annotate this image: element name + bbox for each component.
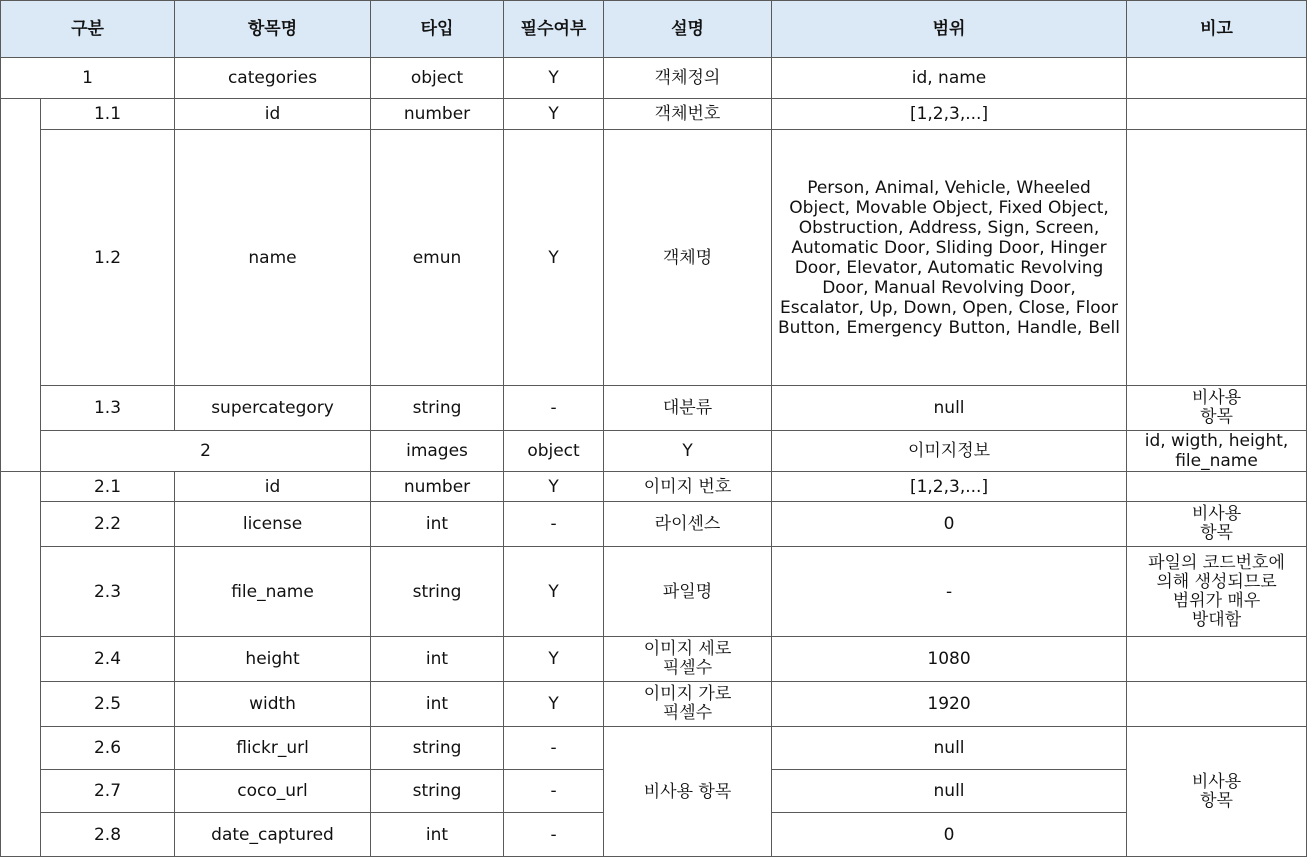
description-cell: 파일명 — [604, 547, 772, 637]
note-line: 비사용 — [1191, 388, 1242, 408]
description-cell: 객체번호 — [604, 99, 772, 130]
description-cell — [604, 637, 772, 682]
item-name-cell: flickr_url — [175, 727, 371, 770]
table-row — [1, 130, 1307, 386]
item-name-cell: name — [175, 130, 371, 386]
row-number: 2.5 — [41, 682, 175, 727]
description-cell: 라이센스 — [604, 502, 772, 547]
description-line: 픽셀수 — [662, 658, 713, 678]
range-cell: [1,2,3,...] — [772, 472, 1127, 502]
table-row — [1, 99, 1307, 130]
range-cell: id, wigth, height, file_name — [1127, 431, 1307, 472]
range-cell: 0 — [772, 502, 1127, 547]
note-cell — [1127, 99, 1307, 130]
header-division: 구분 — [1, 1, 175, 58]
type-cell: int — [371, 502, 504, 547]
description-cell: 객체정의 — [604, 58, 772, 99]
row-number: 2.4 — [41, 637, 175, 682]
required-cell: Y — [604, 431, 772, 472]
note-cell — [1127, 547, 1307, 637]
range-cell: 1920 — [772, 682, 1127, 727]
type-cell: number — [371, 472, 504, 502]
note-cell — [1127, 682, 1307, 727]
type-cell: number — [371, 99, 504, 130]
range-cell: null — [772, 386, 1127, 431]
note-line: 항목 — [1200, 790, 1233, 811]
note-line: 항목 — [1200, 407, 1233, 427]
row-number: 1 — [1, 58, 175, 99]
indent-cell — [1, 472, 41, 857]
item-name-cell: license — [175, 502, 371, 547]
item-name-cell: coco_url — [175, 770, 371, 813]
description-cell — [604, 682, 772, 727]
row-number: 2.3 — [41, 547, 175, 637]
required-cell: - — [504, 502, 604, 547]
item-name-cell: height — [175, 637, 371, 682]
item-name-cell: width — [175, 682, 371, 727]
table-row — [1, 682, 1307, 727]
note-cell — [1127, 130, 1307, 386]
header-item-name: 항목명 — [175, 1, 371, 58]
item-name-cell: categories — [175, 58, 371, 99]
note-cell — [1127, 58, 1307, 99]
required-cell: - — [504, 727, 604, 770]
table-row — [1, 472, 1307, 502]
required-cell: Y — [504, 58, 604, 99]
description-line: 이미지 세로 — [643, 639, 732, 659]
table-row — [1, 431, 1307, 472]
note-cell — [1127, 472, 1307, 502]
row-number: 2.2 — [41, 502, 175, 547]
note-cell — [1127, 637, 1307, 682]
description-cell: 대분류 — [604, 386, 772, 431]
range-cell: Person, Animal, Vehicle, Wheeled Object, Movable Object, Fixed Object, Obstruction, Address, Sign, Screen, Automatic Door, Sliding Door, Hinger Door, Elevator, Automatic Revolving Door, Manual Revolving Door, Escalator, Up, Down, Open, Close, Floor Button, Emergency Button, Handle, Bell — [772, 130, 1127, 386]
type-cell: string — [371, 727, 504, 770]
row-number: 2.8 — [41, 813, 175, 857]
description-cell: 객체명 — [604, 130, 772, 386]
note-line: 비사용 — [1191, 504, 1242, 524]
note-line: 항목 — [1200, 523, 1233, 543]
required-cell: Y — [504, 547, 604, 637]
range-cell: [1,2,3,...] — [772, 99, 1127, 130]
type-cell: int — [371, 813, 504, 857]
row-number: 2.1 — [41, 472, 175, 502]
row-number: 1.3 — [41, 386, 175, 431]
row-number: 1.1 — [41, 99, 175, 130]
item-name-cell: id — [175, 99, 371, 130]
description-cell: 이미지정보 — [772, 431, 1127, 472]
item-name-cell: file_name — [175, 547, 371, 637]
header-description: 설명 — [604, 1, 772, 58]
note-line: 범위가 매우 — [1172, 590, 1261, 611]
table-row — [1, 58, 1307, 99]
row-number: 2 — [41, 431, 371, 472]
row-number: 2.7 — [41, 770, 175, 813]
item-name-cell: images — [371, 431, 504, 472]
table-row — [1, 637, 1307, 682]
required-cell: Y — [504, 130, 604, 386]
item-name-cell: id — [175, 472, 371, 502]
required-cell: Y — [504, 472, 604, 502]
required-cell: - — [504, 770, 604, 813]
type-cell: string — [371, 386, 504, 431]
range-cell: id, name — [772, 58, 1127, 99]
row-number: 1.2 — [41, 130, 175, 386]
header-type: 타입 — [371, 1, 504, 58]
type-cell: object — [371, 58, 504, 99]
type-cell: string — [371, 547, 504, 637]
table-row — [1, 547, 1307, 637]
table-row — [1, 727, 1307, 770]
type-cell: int — [371, 682, 504, 727]
note-cell — [1127, 386, 1307, 431]
note-cell — [1127, 727, 1307, 857]
range-cell: null — [772, 770, 1127, 813]
table-row — [1, 386, 1307, 431]
required-cell: Y — [504, 637, 604, 682]
note-line: 파일의 코드번호에 — [1148, 552, 1285, 573]
type-cell: object — [504, 431, 604, 472]
required-cell: - — [504, 813, 604, 857]
row-number: 2.6 — [41, 727, 175, 770]
note-line: 의해 생성되므로 — [1156, 571, 1277, 592]
range-cell: - — [772, 547, 1127, 637]
range-cell: null — [772, 727, 1127, 770]
note-cell — [1127, 502, 1307, 547]
header-row — [1, 1, 1307, 58]
header-range: 범위 — [772, 1, 1127, 58]
description-cell: 비사용 항목 — [604, 727, 772, 857]
table-row — [1, 502, 1307, 547]
description-line: 이미지 가로 — [643, 684, 732, 704]
range-cell: 0 — [772, 813, 1127, 857]
description-line: 픽셀수 — [662, 703, 713, 723]
note-line: 방대함 — [1191, 609, 1242, 630]
required-cell: Y — [504, 99, 604, 130]
indent-cell — [1, 99, 41, 472]
header-note: 비고 — [1127, 1, 1307, 58]
required-cell: - — [504, 386, 604, 431]
type-cell: int — [371, 637, 504, 682]
note-line: 비사용 — [1191, 771, 1242, 792]
description-cell: 이미지 번호 — [604, 472, 772, 502]
header-required: 필수여부 — [504, 1, 604, 58]
item-name-cell: supercategory — [175, 386, 371, 431]
range-cell: 1080 — [772, 637, 1127, 682]
required-cell: Y — [504, 682, 604, 727]
type-cell: emun — [371, 130, 504, 386]
type-cell: string — [371, 770, 504, 813]
item-name-cell: date_captured — [175, 813, 371, 857]
